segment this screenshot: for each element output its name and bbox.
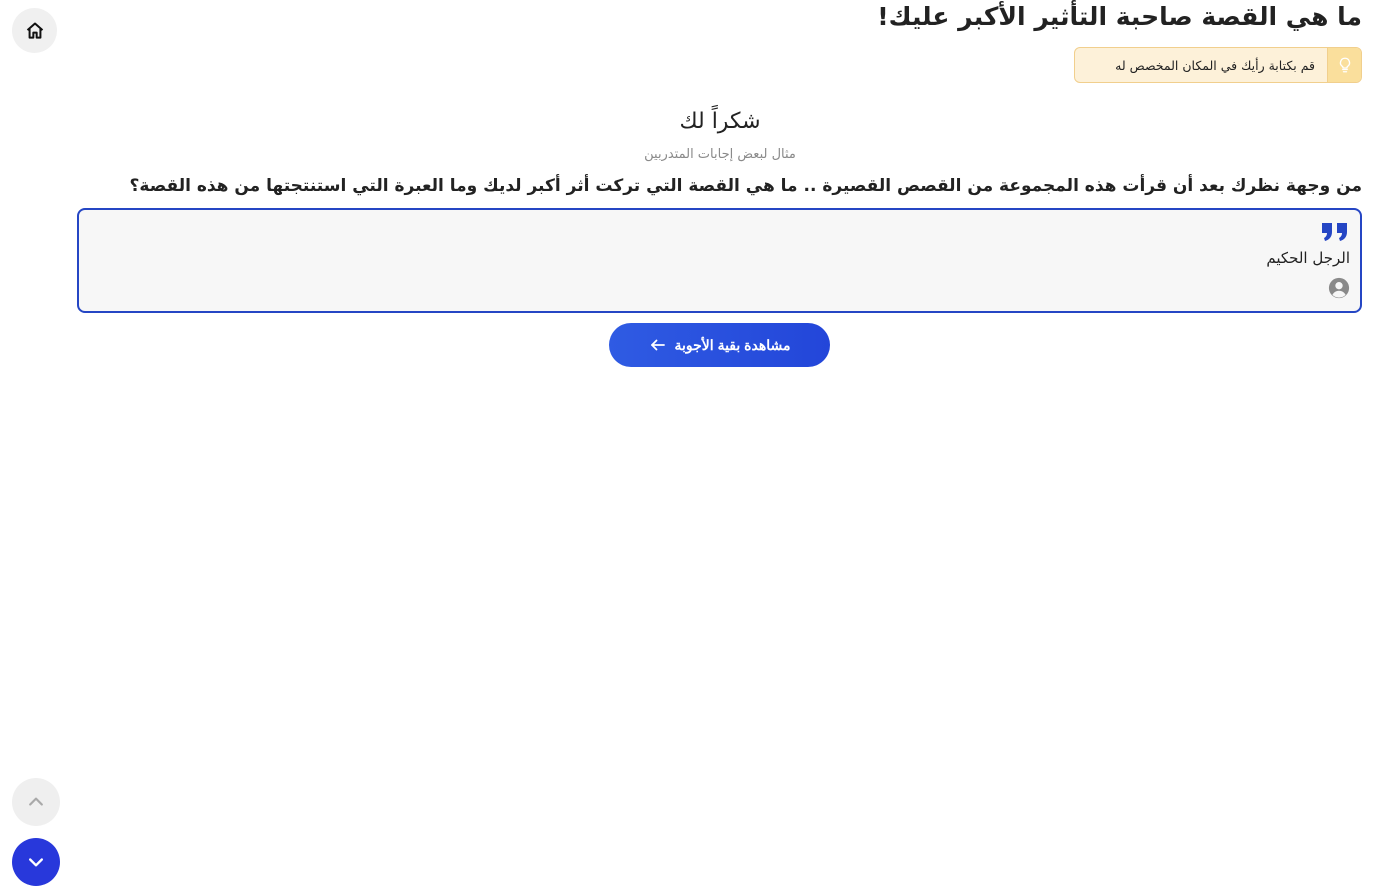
view-more-answers-label: مشاهدة بقية الأجوبة	[674, 336, 791, 353]
chevron-up-icon	[26, 792, 46, 812]
scroll-down-button[interactable]	[12, 838, 60, 886]
thanks-title: شكراً لك	[679, 109, 761, 134]
arrow-left-icon	[649, 336, 667, 354]
page-title: ما هي القصة صاحبة التأثير الأكبر عليك!	[877, 2, 1362, 31]
chevron-down-icon	[26, 852, 46, 872]
question-text: من وجهة نظرك بعد أن قرأت هذه المجموعة من القصص القصيرة .. ما هي القصة التي تركت أثر أكبر لديك وما العبرة التي استنتجتها من هذه القصة؟	[129, 176, 1362, 196]
home-button[interactable]	[12, 8, 57, 53]
answer-card	[77, 208, 1362, 313]
lightbulb-icon	[1327, 48, 1361, 82]
quote-icon	[1320, 220, 1350, 244]
view-more-answers-button[interactable]	[609, 323, 830, 367]
answer-text: الرجل الحكيم	[1266, 249, 1350, 267]
hint-text: قم بكتابة رأيك في المكان المخصص له	[1115, 57, 1315, 73]
hint-box	[1074, 47, 1362, 83]
home-icon	[25, 21, 45, 41]
user-circle-icon	[1328, 277, 1350, 299]
scroll-up-button[interactable]	[12, 778, 60, 826]
thanks-subtitle: مثال لبعض إجابات المتدربين	[644, 147, 796, 162]
